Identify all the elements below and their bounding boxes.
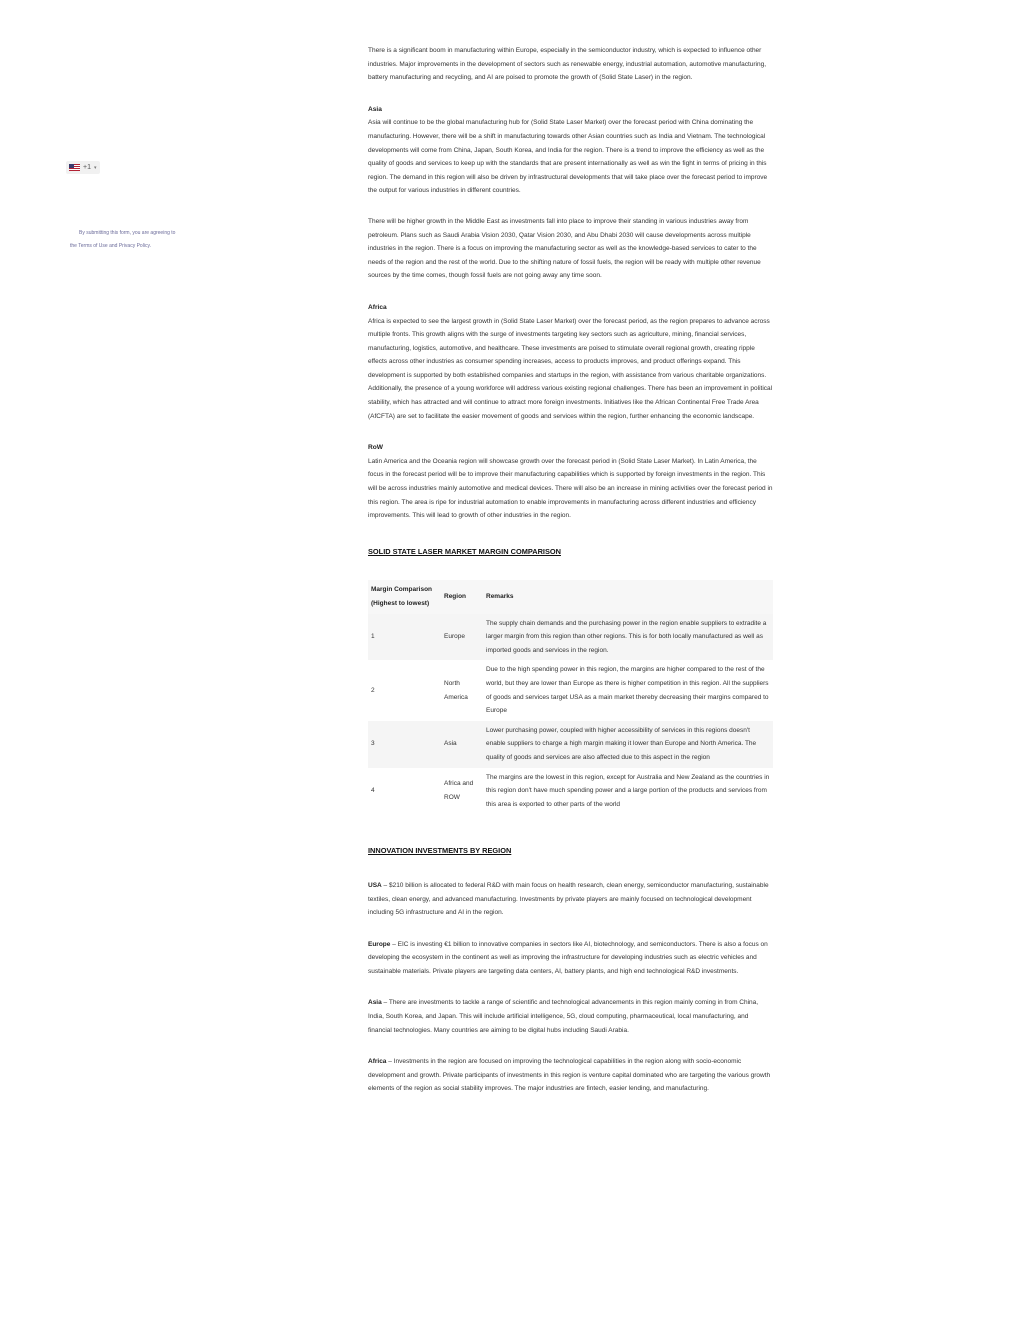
innovation-text: – Investments in the region are focused on improving the technological capabilities in the region along with socio-economic development and growth. Private participants of investments in this region is venture capital dominated who are targeting the various growth elements of the region as social stability improves. The major industries are fintech, easier lending, and manufacturing. <box>368 1058 771 1093</box>
consent-text <box>70 227 210 253</box>
article-body <box>368 44 773 1096</box>
cell-region: Asia <box>444 740 457 748</box>
innovation-text: – EIC is investing €1 billion to innovative companies in sectors like AI, biotechnology, and semiconductors. There is also a focus on developing the ecosystem in the continent as well as improving the infrastructure for developing industries such as electric vehicles and sustainable materials. Private players are targeting data centers, AI, battery plants, and high end technological R&D investments. <box>368 940 768 975</box>
chevron-down-icon: ▾ <box>93 164 97 171</box>
innovation-item-europe <box>368 938 773 979</box>
table-row <box>368 721 773 768</box>
innovation-lead: USA <box>368 881 382 889</box>
phone-country-selector[interactable] <box>66 161 100 174</box>
cell-region: North America <box>444 679 468 701</box>
cell-remarks: The supply chain demands and the purchasing power in the region enable suppliers to extradite a larger margin from this region than other regions. This is for both locally manufactured as well as imported goods and services in the region. <box>486 619 767 654</box>
cell-rank: 3 <box>371 740 375 748</box>
cell-rank: 2 <box>371 686 375 694</box>
innovation-text: – $210 billion is allocated to federal R&D with main focus on health research, clean energy, semiconductor manufacturing, sustainable textiles, clean energy, and advanced manufacturing. Investments by private players are mainly focused on technological development including 5G infrastructure and AI in the region. <box>368 881 769 917</box>
table-row <box>368 660 773 720</box>
africa-paragraph: Africa is expected to see the largest growth in (Solid State Laser Market) over the forecast period, as the region prepares to advance across multiple fronts. This growth aligns with the surge of investments targeting key sectors such as agriculture, mining, financial services, manufacturing, logistics, automotive, and healthcare. These investments are poised to stimulate overall regional growth, creating ripple effects across other industries as consumer spending increases, access to products improves, and product offerings expand. This development is supported by both established companies and startups in the region, with assistance from various charitable organizations. Additionally, the presence of a young workforce will address various existing regional challenges. There has been an improvement in political stability, which has attracted and will continue to attract more foreign investments. Initiatives like the African Continental Free Trade Area (AfCFTA) are set to facilitate the easier movement of goods and services within the region, further enhancing the economic landscape. <box>368 317 773 420</box>
cell-remarks: Lower purchasing power, coupled with higher accessibility of services in this regions doesn't enable suppliers to charge a high margin making it lower than Europe and North America. The quality of goods and services are also affected due to this aspect in the region <box>486 726 757 761</box>
innovation-item-africa <box>368 1055 773 1096</box>
margin-section-title: SOLID STATE LASER MARKET MARGIN COMPARISON <box>368 546 561 556</box>
header-region: Region <box>444 593 467 601</box>
middle-east-paragraph: There will be higher growth in the Middle East as investments fall into place to improve their standing in various industries away from petroleum. Plans such as Saudi Arabia Vision 2030, Qatar Vision 2030, and Abu Dhabi 2030 will cause developments across multiple industries in the region. There is a focus on improving the manufacturing sector as well as the knowledge-based services to cater to the needs of the region and the rest of the world. Due to the shifting nature of fossil fuels, the region will be ready with multiple other revenue sources by the time comes, though fossil fuels are not going away any time soon. <box>368 217 761 280</box>
innovation-lead: Europe <box>368 940 391 948</box>
innovation-lead: Asia <box>368 999 382 1007</box>
cell-rank: 1 <box>371 633 375 641</box>
africa-heading: Africa <box>368 303 387 311</box>
table-row <box>368 768 773 815</box>
header-margin-comparison: Margin Comparison (Highest to lowest) <box>371 586 433 607</box>
phone-code: +1 <box>83 164 91 171</box>
cell-region: Africa and ROW <box>444 780 474 801</box>
header-remarks: Remarks <box>486 593 514 601</box>
cell-remarks: The margins are the lowest in this region, except for Australia and New Zealand as the countries in this region don't have much spending power and a large portion of the products and services from this area is exported to other parts of the world <box>486 773 770 808</box>
consent-line-1: By submitting this form, you are agreeing to <box>79 230 176 236</box>
table-row <box>368 614 773 661</box>
table-header-row <box>368 580 773 613</box>
innovation-section-title: INNOVATION INVESTMENTS BY REGION <box>368 846 512 856</box>
cell-rank: 4 <box>371 787 375 795</box>
row-paragraph: Latin America and the Oceania region will showcase growth over the forecast period in (Solid State Laser Market). In Latin America, the focus in the forecast period will be to improve their manufacturing capabilities which is supported by foreign investments in the region. This will be across industries mainly automotive and medical devices. There will also be an increase in mining activities over the forecast period in this region. The area is ripe for industrial automation to enable improvements in manufacturing across different industries and efficiency improvements. This will lead to growth of other industries in the region. <box>368 457 773 520</box>
us-flag-icon <box>69 164 80 171</box>
intro-paragraph: There is a significant boom in manufacturing within Europe, especially in the semiconductor industry, which is expected to influence other industries. Major improvements in the development of sectors such as renewable energy, industrial automation, automotive manufacturing, battery manufacturing and recycling, and AI are poised to promote the growth of (Solid State Laser) in the region. <box>368 47 767 82</box>
innovation-lead: Africa <box>368 1058 387 1066</box>
innovation-text: – There are investments to tackle a range of scientific and technological advancements in this region mainly coming in from China, India, South Korea, and Japan. This will include artificial intelligence, 5G, cloud computing, pharmaceutical, local manufacturing, and financial technologies. Many countries are aiming to be digital hubs including Saudi Arabia. <box>368 999 759 1034</box>
asia-heading: Asia <box>368 105 382 113</box>
margin-comparison-table <box>368 580 773 814</box>
consent-line-2[interactable]: the Terms of Use and Privacy Policy. <box>70 243 151 249</box>
asia-paragraph: Asia will continue to be the global manufacturing hub for (Solid State Laser Market) over the forecast period with China dominating the manufacturing. However, there will be a shift in manufacturing towards other Asian countries such as India and Vietnam. The technological developments will come from China, Japan, South Korea, and India for the region. There is a trend to improve the efficiency as well as the quality of goods and services to keep up with the standards that are present internationally as well as win the fight in terms of pricing in this region. The demand in this region will also be driven by infrastructural developments that will take place over the forecast period to improve the output for various industries in different countries. <box>368 119 768 195</box>
cell-region: Europe <box>444 633 465 641</box>
innovation-item-asia <box>368 996 773 1037</box>
cell-remarks: Due to the high spending power in this region, the margins are higher compared to the rest of the world, but they are lower than Europe as there is higher competition in this region. All the suppliers of goods and services target USA as a main market thereby decreasing their margins compared to Europe <box>486 666 769 715</box>
innovation-item-usa <box>368 879 773 920</box>
row-heading: RoW <box>368 444 384 452</box>
